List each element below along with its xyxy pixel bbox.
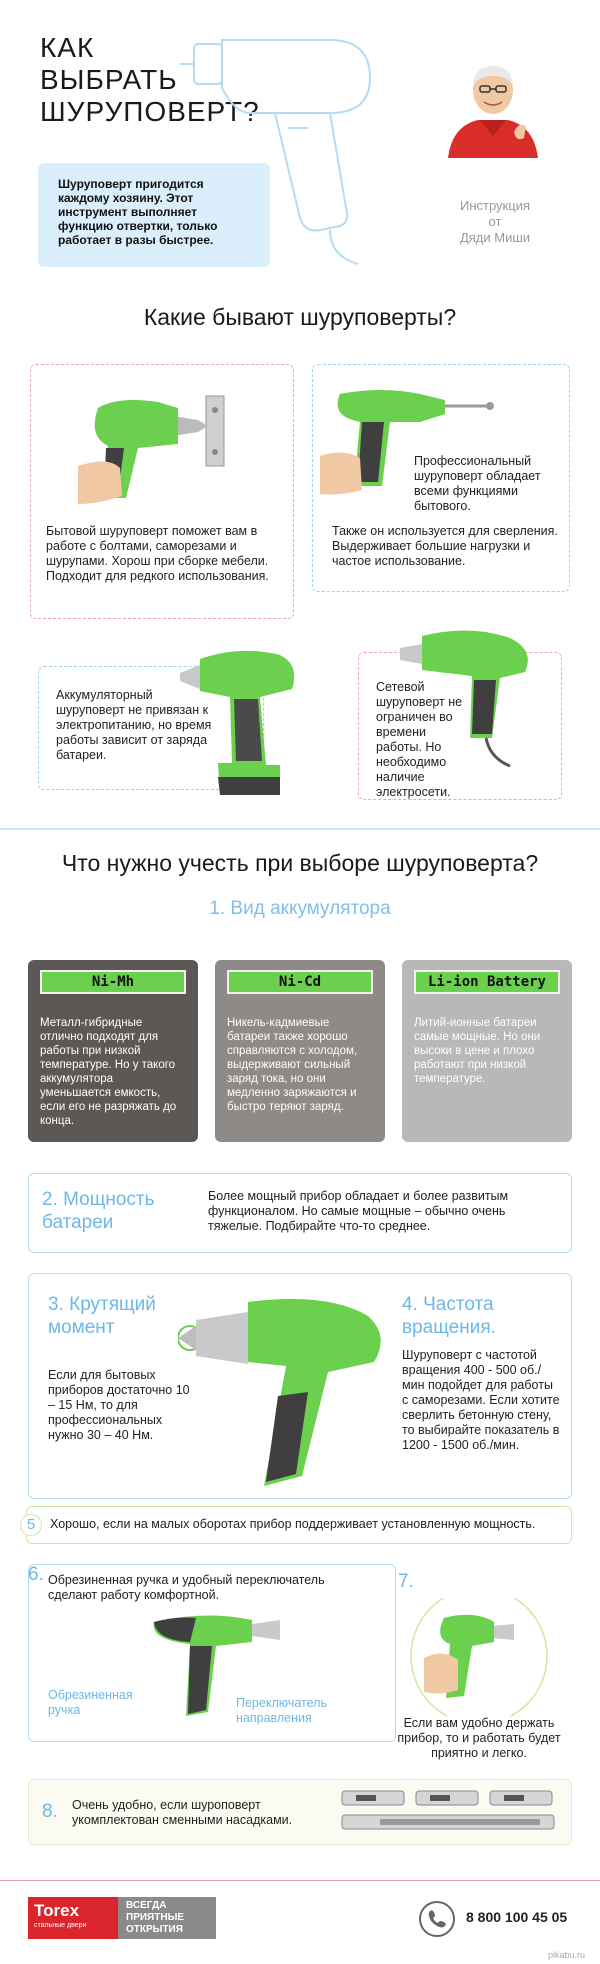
title-line: КАК (40, 32, 95, 63)
signature-line: от (488, 214, 502, 229)
battery-card-nicd (215, 960, 385, 1142)
uncle-misha-avatar (440, 52, 546, 158)
section-divider (0, 828, 600, 830)
tip6-number: 6. (28, 1564, 44, 1585)
professional-text-bottom: Также он используется для сверления. Выдерживает большие нагрузки и частое использование. (332, 524, 558, 568)
battery-type-title: 1. Вид аккумулятора (209, 898, 391, 919)
bit-set-icon (340, 1785, 566, 1841)
power-title (42, 1188, 155, 1234)
grip-label-line: Обрезиненная (48, 1688, 133, 1702)
grip-label-line: ручка (48, 1703, 81, 1717)
frequency-text: Шуруповерт с частотой вращения 400 - 500 об./мин подойдет для работы с саморезами. Если хотите сверлить бетонную стену, то выбирайте показатель в 1200 - 1500 об./мин. (402, 1348, 560, 1452)
phone-icon (418, 1900, 456, 1938)
brand-logo (28, 1897, 118, 1939)
power-title-line: батареи (42, 1212, 114, 1233)
frequency-title-line: 4. Частота (402, 1294, 494, 1315)
torque-title-line: момент (48, 1317, 115, 1338)
battery-card-liion (402, 960, 572, 1142)
tip7-text: Если вам удобно держать прибор, то и работать будет приятно и легко. (397, 1716, 561, 1760)
battery-text: Никель-кадмиевые батареи также хорошо справляются с холодом, выдерживают сильный заряд тока, но они медленно заряжаются и быстро теряют заряд. (227, 1017, 358, 1113)
corded-text: Сетевой шуруповерт не ограничен во времени работы. Но необходимо наличие электросети. (376, 680, 463, 799)
power-text: Более мощный прибор обладает и более развитым функционалом. Но самые мощные – обычно очень тяжелые. Подбирайте что-то среднее. (208, 1189, 509, 1233)
brand-slogan (118, 1897, 216, 1939)
power-title-line: 2. Мощность (42, 1189, 155, 1210)
signature (440, 198, 550, 246)
battery-text: Металл-гибридные отлично подходят для работы при низкой температуре. Но у такого аккумулятора уменьшается емкость, если его не разряжать до конца. (40, 1017, 177, 1127)
signature-line: Дяди Миши (459, 230, 531, 245)
household-text: Бытовой шуруповерт поможет вам в работе с болтами, саморезами и шурупами. Хорош при сборке мебели. Подходит для редкого использования. (46, 524, 269, 583)
types-section-title: Какие бывают шуруповерты? (143, 304, 457, 330)
slogan-line: ОТКРЫТИЯ (126, 1924, 183, 1935)
big-drill-illustration (178, 1296, 390, 1496)
title-line: ШУРУПОВЕРТ? (40, 96, 260, 127)
title-line: ВЫБРАТЬ (40, 64, 178, 95)
battery-card-nimh (28, 960, 198, 1142)
signature-line: Инструкция (460, 198, 530, 213)
slogan-line: ПРИЯТНЫЕ (126, 1912, 185, 1923)
tip7-number: 7. (398, 1571, 414, 1592)
torque-title-line: 3. Крутящий (48, 1294, 156, 1315)
cordless-text: Аккумуляторный шуруповерт не привязан к электропитанию, но время работы зависит от заряда батареи. (56, 688, 212, 762)
brand-name: Torex (34, 1901, 80, 1920)
phone-number[interactable]: 8 800 100 45 05 (466, 1909, 568, 1925)
tip5-number: 5 (20, 1514, 42, 1536)
tip6-text: Обрезиненная ручка и удобный переключатель сделают работу комфортной. (48, 1573, 325, 1602)
intro-box: Шуруповерт пригодится каждому хозяину. Этот инструмент выполняет функцию отвертки, только работает в разы быстрее. (38, 163, 270, 267)
brand-subtext: стальные двери (34, 1922, 87, 1929)
switch-label-line: Переключатель (236, 1696, 327, 1710)
battery-label: Ni-Mh (40, 970, 186, 994)
choose-section-title: Что нужно учесть при выборе шуруповерта? (61, 850, 539, 876)
professional-text-top: Профессиональный шуруповерт обладает всеми функциями бытового. (414, 454, 541, 513)
torque-text: Если для бытовых приборов достаточно 10 – 15 Нм, то для профессиональных нужно 30 – 40 Нм. (48, 1368, 190, 1442)
switch-label-line: направления (236, 1711, 312, 1725)
tip6-switch-label (236, 1696, 327, 1726)
footer-divider (0, 1880, 600, 1881)
slogan-line: ВСЕГДА (126, 1900, 167, 1911)
battery-label: Li-ion Battery (414, 970, 560, 994)
tip8-text: Очень удобно, если шуроповерт укомплектован сменными насадками. (72, 1798, 293, 1827)
battery-label: Ni-Cd (227, 970, 373, 994)
battery-text: Литий-ионные батареи самые мощные. Но они высоки в цене и плохо работают при низкой температуре. (414, 1017, 541, 1085)
tip6-grip-label (48, 1688, 133, 1718)
torque-title (48, 1293, 156, 1339)
frequency-title-line: вращения. (402, 1317, 496, 1338)
household-drill-icon (78, 386, 258, 516)
tip7-hand-drill-icon (404, 1598, 554, 1716)
tip8-number: 8. (42, 1801, 58, 1822)
tip5-text: Хорошо, если на малых оборотах прибор поддерживает установленную мощность. (50, 1517, 536, 1531)
watermark: pikabu.ru (548, 1950, 586, 1960)
frequency-title (402, 1293, 496, 1339)
